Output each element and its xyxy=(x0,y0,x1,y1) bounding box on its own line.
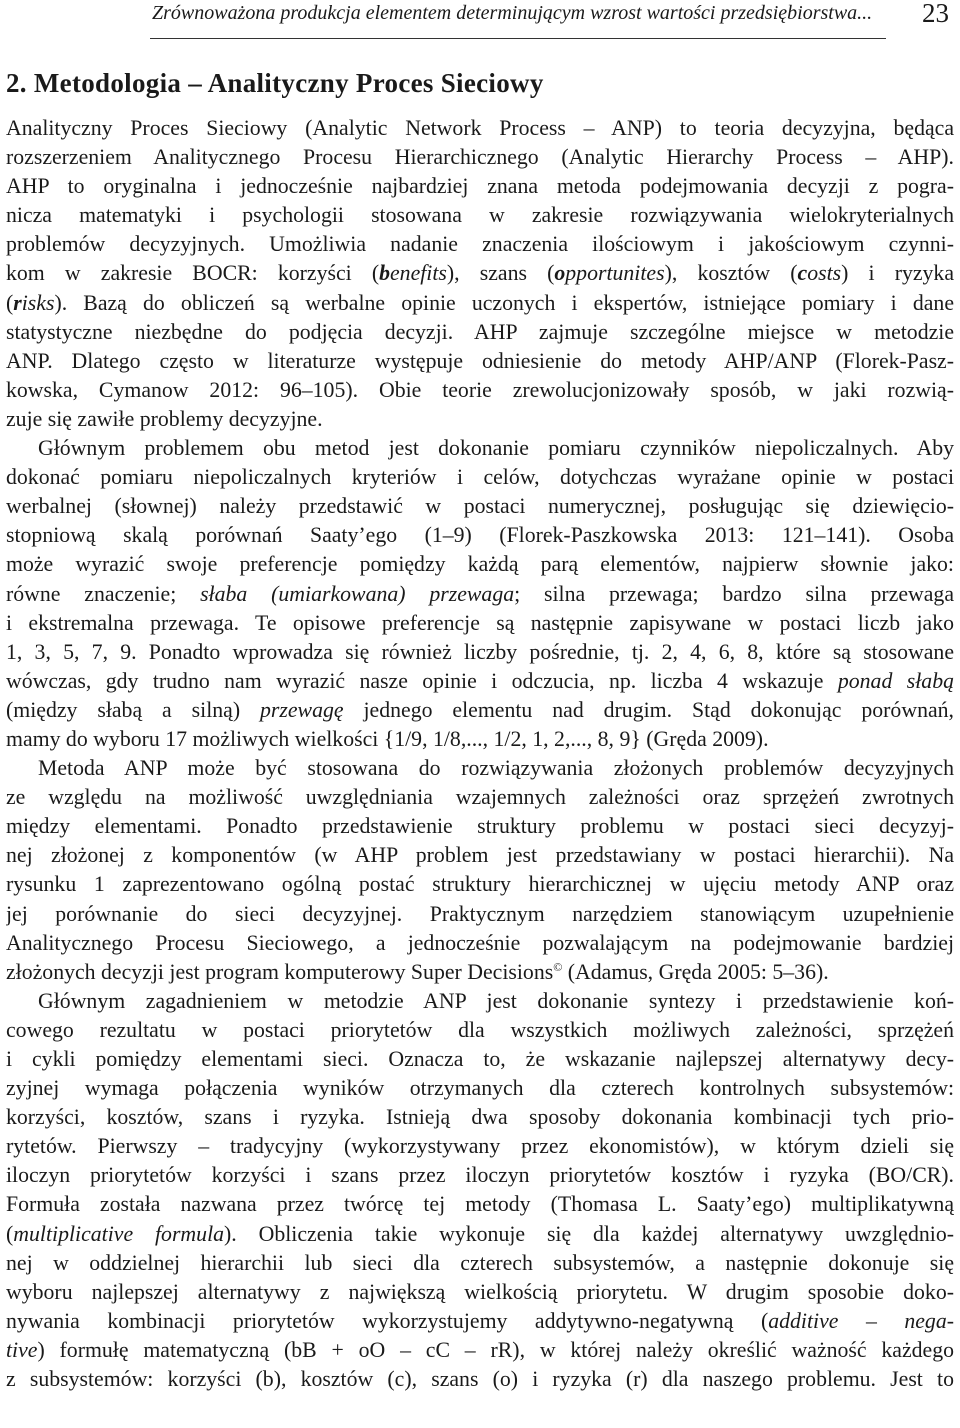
text-line: Metoda ANP może być stosowana do rozwiązywania złożonych problemów decyzyjnych xyxy=(38,756,954,781)
text-line: (risks). Bazą do obliczeń są werbalne opinie uczonych i ekspertów, istniejące pomiary i dane xyxy=(6,290,954,315)
text-line: (multiplicative formula). Obliczenia takie wykonuje się dla każdej alternatywy uwzględnio- xyxy=(6,1221,954,1246)
text-line: Głównym problemem obu metod jest dokonanie pomiaru czynników niepoliczalnych. Aby xyxy=(38,436,954,461)
text-line: zuje się zawiłe problemy decyzyjne. xyxy=(6,406,323,431)
header-rule xyxy=(150,38,886,39)
text-line: Analitycznego Procesu Sieciowego, a jednocześnie pozwalającym na podejmowanie bardziej xyxy=(6,930,954,955)
running-title: Zrównoważona produkcja elementem determinującym wzrost wartości przedsiębiorstwa... xyxy=(152,2,873,24)
text-line: rytetów. Pierwszy – tradycyjny (wykorzystywany przez ekonomistów), w którym dzieli się xyxy=(6,1134,954,1159)
text-line: jej porównanie do sieci decyzyjnej. Praktycznym narzędziem stanowiącym uzupełnienie xyxy=(6,901,954,926)
text-line: równe znaczenie; słaba (umiarkowana) przewaga; silna przewaga; bardzo silna przewaga xyxy=(6,581,954,606)
text-line: kowska, Cymanow 2012: 96–105). Obie teorie zrewolucjonizowały sposób, w jaki rozwią- xyxy=(6,377,954,402)
text-line: Głównym zagadnieniem w metodzie ANP jest dokonanie syntezy i przedstawienie koń- xyxy=(38,988,954,1013)
text-line: mamy do wyboru 17 możliwych wielkości {1/9, 1/8,..., 1/2, 1, 2,..., 8, 9} (Gręda 2009). xyxy=(6,726,769,751)
text-line: iloczyn priorytetów korzyści i szans przez iloczyn priorytetów kosztów i ryzyka (BO/CR). xyxy=(6,1163,954,1188)
text-line: ANP. Dlatego często w literaturze występuje odniesienie do metody AHP/ANP (Florek-Pasz- xyxy=(6,348,954,373)
text-line: może wyrazić swoje preferencje pomiędzy każdą parą elementów, najpierw słownie jako: xyxy=(6,552,954,577)
text-line: cowego rezultatu w postaci priorytetów dla wszystkich możliwych zależności, sprzężeń xyxy=(6,1017,954,1042)
text-line: Analityczny Proces Sieciowy (Analytic Network Process – ANP) to teoria decyzyjna, będąca xyxy=(6,116,954,140)
text-line: wówczas, gdy trudno nam wyrazić nasze opinie i odczucia, np. liczba 4 wskazuje ponad słabą xyxy=(6,668,954,693)
text-line: werbalnej (słownej) należy przedstawić w postaci numerycznej, posługując się dziewięcio- xyxy=(6,494,954,519)
running-header xyxy=(0,0,960,44)
text-line: ze względu na możliwość uwzględniania wzajemnych zależności oraz sprzężeń zwrotnych xyxy=(6,785,954,810)
text-line: kom w zakresie BOCR: korzyści (benefits), szans (opportunites), kosztów (costs) i ryzyka xyxy=(6,261,954,286)
text-line: nej złożonej z komponentów (w AHP problem jest przedstawiany w postaci hierarchii). Na xyxy=(6,843,954,868)
text-line: tive) formułę matematyczną (bB + oO – cC – rR), w której należy określić ważność każdego xyxy=(6,1337,954,1362)
text-line: Formuła została nazwana przez twórcę tej metody (Thomasa L. Saaty’ego) multiplikatywną xyxy=(6,1192,954,1217)
text-line: statystyczne niezbędne do podjęcia decyzji. AHP zajmuje szczególne miejsce w metodzie xyxy=(6,319,954,344)
text-line: problemów decyzyjnych. Umożliwia nadanie znaczenia ilościowym i jakościowym czynni- xyxy=(6,232,954,257)
text-line: wyboru najlepszej alternatywy z największą wielkością priorytetu. W drugim sposobie doko- xyxy=(6,1279,954,1304)
text-line: nywania kombinacji priorytetów wykorzystujemy addytywno-negatywną (additive – nega- xyxy=(6,1308,954,1333)
text-line: między elementami. Ponadto przedstawienie struktury problemu w postaci sieci decyzyj- xyxy=(6,814,954,839)
text-line: 1, 3, 5, 7, 9. Ponadto wprowadza się również liczby pośrednie, tj. 2, 4, 6, 8, które są stosowane xyxy=(6,639,954,664)
page-number: 23 xyxy=(922,0,949,28)
text-line: i ekstremalna przewaga. Te opisowe preferencje są następnie zapisywane w postaci liczb jako xyxy=(6,610,954,635)
text-line: nicza matematyki i psychologii stosowana w zakresie rozwiązywania wielokryterialnych xyxy=(6,203,954,228)
text-line: z subsystemów: korzyści (b), kosztów (c), szans (o) i ryzyka (r) dla naszego problemu. Jest to xyxy=(6,1367,954,1392)
text-line: rozszerzeniem Analitycznego Procesu Hierarchicznego (Analytic Hierarchy Process – AHP). xyxy=(6,145,954,170)
text-line: złożonych decyzji jest program komputerowy Super Decisions© (Adamus, Gręda 2005: 5–36). xyxy=(6,959,829,984)
text-line: i cykli pomiędzy elementami sieci. Oznacza to, że wskazanie najlepszej alternatywy decy- xyxy=(6,1047,954,1071)
text-line: zyjnej wymaga połączenia wyników otrzymanych dla czterech kontrolnych subsystemów: xyxy=(6,1076,954,1101)
text-line: korzyści, kosztów, szans i ryzyka. Istnieją dwa sposoby dokonania kombinacji tych prio- xyxy=(6,1105,954,1130)
text-line: (między słabą a silną) przewagę jednego elementu nad drugim. Stąd dokonując porównań, xyxy=(6,697,954,722)
body-text xyxy=(6,114,954,1394)
text-line: nej w oddzielnej hierarchii lub sieci dla czterech subsystemów, a następnie dokonuje się xyxy=(6,1250,954,1275)
section-title: 2. Metodologia – Analityczny Proces Sieciowy xyxy=(6,68,544,98)
text-line: rysunku 1 zaprezentowano ogólną postać struktury hierarchicznej w ujęciu metody ANP oraz xyxy=(6,872,954,897)
text-line: AHP to oryginalna i jednocześnie najbardziej znana metoda podejmowania decyzji z pogra- xyxy=(6,174,954,199)
text-line: stopniową skalą porównań Saaty’ego (1–9) (Florek-Paszkowska 2013: 121–141). Osoba xyxy=(6,523,954,548)
text-line: dokonać pomiaru niepoliczalnych kryteriów i celów, dotychczas wyrażane opinie w postaci xyxy=(6,465,954,490)
